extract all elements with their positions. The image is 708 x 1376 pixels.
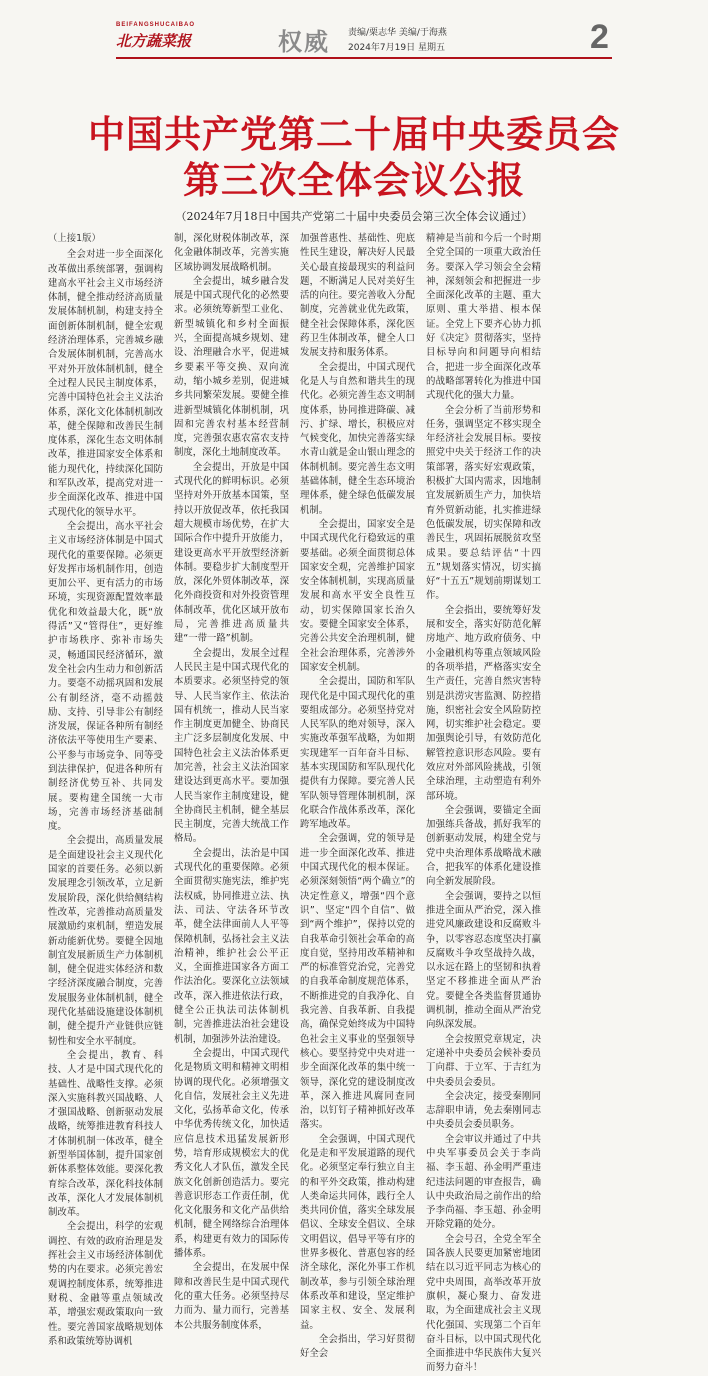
paragraph: 全会指出，学习好贯彻好全会 <box>300 1333 415 1360</box>
paragraph: 全会提出，法治是中国式现代化的重要保障。必须全面贯彻实施宪法，维护宪法权威，协同推进立法、执法、司法、守法各环节改革，健全法律面前人人平等保障机制，弘扬社会主义法治精神，维护社会公平正义，全面推进国家各方面工作法治化。要深化立法领域改革，深入推进依法行政，健全公正执法司法体制机制，完善推进法治社会建设机制，加强涉外法治建设。 <box>174 847 289 1045</box>
paragraph: 全会对进一步全面深化改革做出系统部署，强调构建高水平社会主义市场经济体制，健全推动经济高质量发展体制机制，构建支持全面创新体制机制，健全宏观经济治理体系，完善城乡融合发展体制机制，完善高水平对外开放体制机制，健全全过程人民民主制度体系，完善中国特色社会主义法治体系，深化文化体制机制改革，健全保障和改善民生制度体系，深化生态文明体制改革，推进国家安全体系和能力现代化，持续深化国防和军队改革，提高党对进一步全面深化改革、推进中国式现代化的领导水平。 <box>48 249 163 518</box>
article-column-3 <box>300 232 415 1360</box>
paragraph: 全会号召，全党全军全国各族人民要更加紧密地团结在以习近平同志为核心的党中央周围，高举改革开放旗帜，凝心聚力、奋发进取，为全面建成社会主义现代化强国、实现第二个百年奋斗目标，以中国式现代化全面推进中华民族伟大复兴而努力奋斗！ <box>426 1233 541 1374</box>
paragraph: 全会提出，发展全过程人民民主是中国式现代化的本质要求。必须坚持党的领导、人民当家作主、依法治国有机统一，推动人民当家作主制度更加健全、协商民主广泛多层制度化发展、中国特色社会主义法治体系更加完善，社会主义法治国家建设达到更高水平。要加强人民当家作主制度建设，健全协商民主机制，健全基层民主制度，完善大统战工作格局。 <box>174 647 289 845</box>
paragraph: 全会按照党章规定，决定递补中央委员会候补委员丁向群、于立军、于吉红为中央委员会委员。 <box>426 1033 541 1088</box>
paragraph: 制，深化财税体制改革，深化金融体制改革，完善实施区域协调发展战略机制。 <box>174 233 289 273</box>
paragraph: 全会提出，科学的宏观调控、有效的政府治理是发挥社会主义市场经济体制优势的内在要求。必须完善宏观调控制度体系，统筹推进财税、金融等重点领域改革，增强宏观政策取向一致性。要完善国家战略规划体系和政策统筹协调机 <box>48 1221 163 1347</box>
headline-line-2: 第三次全体会议公报 <box>183 159 525 202</box>
paragraph: 全会决定，接受秦刚同志辞职申请，免去秦刚同志中央委员会委员职务。 <box>426 1090 541 1131</box>
article-column-4 <box>426 232 541 1374</box>
paragraph: 全会提出，国防和军队现代化是中国式现代化的重要组成部分。必须坚持党对人民军队的绝对领导，深入实施改革强军战略，为如期实现建军一百年奋斗目标、基本实现国防和军队现代化提供有力保障。要完善人民军队领导管理体制机制，深化联合作战体系改革，深化跨军地改革。 <box>300 676 415 831</box>
article-column-2 <box>174 232 289 1331</box>
paragraph: 全会强调，要持之以恒推进全面从严治党，深入推进党风廉政建设和反腐败斗争，以零容忍态度坚决打赢反腐败斗争攻坚战持久战，以永远在路上的坚韧和执着坚定不移推进全面从严治党。要健全各类监督贯通协调机制，推动全面从严治党向纵深发展。 <box>426 890 541 1031</box>
paragraph: 全会提出，城乡融合发展是中国式现代化的必然要求。必须统筹新型工业化、新型城镇化和乡村全面振兴，全面提高城乡规划、建设、治理融合水平，促进城乡要素平等交换、双向流动，缩小城乡差别，促进城乡共同繁荣发展。要健全推进新型城镇化体制机制，巩固和完善农村基本经营制度，完善强农惠农富农支持制度，深化土地制度改革。 <box>174 275 289 459</box>
masthead-pinyin: BEIFANGSHUCAIBAO <box>116 22 196 28</box>
paragraph: 全会指出，要统筹好发展和安全，落实好防范化解房地产、地方政府债务、中小金融机构等重点领域风险的各项举措，严格落实安全生产责任，完善自然灾害特别是洪涝灾害监测、防控措施，织密社会安全风险防控网，切实维护社会稳定。要加强舆论引导，有效防范化解管控意识形态风险。要有效应对外部风险挑战，引领全球治理，主动塑造有利外部环境。 <box>426 604 541 802</box>
paragraph: 全会审议并通过了中共中央军事委员会关于李尚福、李玉超、孙金明严重违纪违法问题的审查报告，确认中央政治局之前作出的给予李尚福、李玉超、孙金明开除党籍的处分。 <box>426 1133 541 1231</box>
paragraph: 全会提出，中国式现代化是物质文明和精神文明相协调的现代化。必须增强文化自信，发展社会主义先进文化，弘扬革命文化，传承中华优秀传统文化，加快适应信息技术迅猛发展新形势，培育形成规模宏大的优秀文化人才队伍，激发全民族文化创新创造活力。要完善意识形态工作责任制，优化文化服务和文化产品供给机制，健全网络综合治理体系，构建更有效力的国际传播体系。 <box>174 1047 289 1260</box>
paragraph: 全会提出，中国式现代化是人与自然和谐共生的现代化。必须完善生态文明制度体系，协同推进降碳、减污、扩绿、增长，积极应对气候变化，加快完善落实绿水青山就是金山银山理念的体制机制。要完善生态文明基础体制，健全生态环境治理体系，健全绿色低碳发展机制。 <box>300 361 415 516</box>
paragraph: 全会提出，高质量发展是全面建设社会主义现代化国家的首要任务。必须以新发展理念引领改革，立足新发展阶段，深化供给侧结构性改革，完善推动高质量发展激励约束机制，塑造发展新动能新优势。要健全因地制宜发展新质生产力体制机制，健全促进实体经济和数字经济深度融合制度，完善发展服务业体制机制，健全现代化基础设施建设体制机制，健全提升产业链供应链韧性和安全水平制度。 <box>48 835 163 1047</box>
paragraph: 全会提出，高水平社会主义市场经济体制是中国式现代化的重要保障。必须更好发挥市场机制作用，创造更加公平、更有活力的市场环境，实现资源配置效率最优化和效益最大化，既“放得活”又“管得住”，更好维护市场秩序、弥补市场失灵，畅通国民经济循环，激发全社会内生动力和创新活力。要毫不动摇巩固和发展公有制经济，毫不动摇鼓励、支持、引导非公有制经济发展，保证各种所有制经济依法平等使用生产要素、公平参与市场竞争、同等受到法律保护，促进各种所有制经济优势互补、共同发展。要构建全国统一大市场，完善市场经济基础制度。 <box>48 520 163 833</box>
paragraph: 精神是当前和今后一个时期全党全国的一项重大政治任务。要深入学习领会全会精神，深刻领会和把握进一步全面深化改革的主题、重大原则、重大举措、根本保证。全党上下要齐心协力抓好《决定》贯彻落实，坚持目标导向和问题导向相结合，把进一步全面深化改革的战略部署转化为推进中国式现代化的强大力量。 <box>426 233 541 402</box>
section-name: 权威 <box>278 28 330 56</box>
paragraph: 全会提出，教育、科技、人才是中国式现代化的基础性、战略性支撑。必须深入实施科教兴国战略、人才强国战略、创新驱动发展战略，统筹推进教育科技人才体制机制一体改革，健全新型举国体制，提升国家创新体系整体效能。要深化教育综合改革，深化科技体制改革，深化人才发展体制机制改革。 <box>48 1049 163 1219</box>
continuation-label: （上接1版） <box>48 233 101 244</box>
issue-date: 2024年7月19日 星期五 <box>348 43 445 53</box>
paragraph: 全会提出，国家安全是中国式现代化行稳致远的重要基础。必须全面贯彻总体国家安全观，完善维护国家安全体制机制，实现高质量发展和高水平安全良性互动，切实保障国家长治久安。要健全国家安全体系，完善公共安全治理机制，健全社会治理体系，完善涉外国家安全机制。 <box>300 518 415 673</box>
paragraph: 全会强调，党的领导是进一步全面深化改革、推进中国式现代化的根本保证。必须深刻领悟“两个确立”的决定性意义，增强“四个意识”、坚定“四个自信”、做到“两个维护”，保持以党的自我革命引领社会革命的高度自觉，坚持用改革精神和严的标准管党治党，完善党的自我革命制度规范体系，不断推进党的自我净化、自我完善、自我革新、自我提高，确保党始终成为中国特色社会主义事业的坚强领导核心。要坚持党中央对进一步全面深化改革的集中统一领导，深化党的建设制度改革，深入推进风腐同查同治，以钉钉子精神抓好改革落实。 <box>300 833 415 1131</box>
headline-line-1: 中国共产党第二十届中央委员会 <box>88 113 620 156</box>
page-number: 2 <box>590 18 609 56</box>
paragraph: 加强普惠性、基础性、兜底性民生建设，解决好人民最关心最直接最现实的利益问题，不断满足人民对美好生活的向往。要完善收入分配制度，完善就业优先政策，健全社会保障体系，深化医药卫生体制改革，健全人口发展支持和服务体系。 <box>300 233 415 359</box>
article-body <box>48 232 668 1374</box>
paragraph: 全会提出，开放是中国式现代化的鲜明标识。必须坚持对外开放基本国策，坚持以开放促改革，依托我国超大规模市场优势，在扩大国际合作中提升开放能力，建设更高水平开放型经济新体制。要稳步扩大制度型开放，深化外贸体制改革，深化外商投资和对外投资管理体制改革，优化区域开放布局，完善推进高质量共建“一带一路”机制。 <box>174 461 289 645</box>
masthead-divider <box>116 57 612 59</box>
paragraph: 全会分析了当前形势和任务，强调坚定不移实现全年经济社会发展目标。要按照党中央关于经济工作的决策部署，落实好宏观政策，积极扩大国内需求，因地制宜发展新质生产力，加快培育外贸新动能，扎实推进绿色低碳发展，切实保障和改善民生，巩固拓展脱贫攻坚成果。要总结评估“十四五”规划落实情况，切实搞好“十五五”规划前期谋划工作。 <box>426 404 541 602</box>
masthead-info <box>348 26 447 56</box>
newspaper-logo: 北方蔬菜报 <box>116 32 192 50</box>
headline-subtitle: （2024年7月18日中国共产党第二十届中央委员会第三次全体会议通过） <box>175 210 533 223</box>
paragraph: 全会强调，中国式现代化是走和平发展道路的现代化。必须坚定奉行独立自主的和平外交政策，推动构建人类命运共同体，践行全人类共同价值，落实全球发展倡议、全球安全倡议、全球文明倡议，倡导平等有序的世界多极化、普惠包容的经济全球化，深化外事工作机制改革，参与引领全球治理体系改革和建设，坚定维护国家主权、安全、发展利益。 <box>300 1133 415 1331</box>
paragraph: 全会强调，要锚定全面加强练兵备战，抓好我军的创新驱动发展，构建全党与党中央治理体系战略战术融合，把我军的体系化建设推向全新发展阶段。 <box>426 804 541 888</box>
masthead <box>0 0 708 62</box>
paragraph: 全会提出，在发展中保障和改善民生是中国式现代化的重大任务。必须坚持尽力而为、量力而行，完善基本公共服务制度体系， <box>174 1262 289 1331</box>
article-column-1 <box>48 232 163 1347</box>
editor-credits: 责编/栗志华 美编/于海燕 <box>348 28 447 38</box>
